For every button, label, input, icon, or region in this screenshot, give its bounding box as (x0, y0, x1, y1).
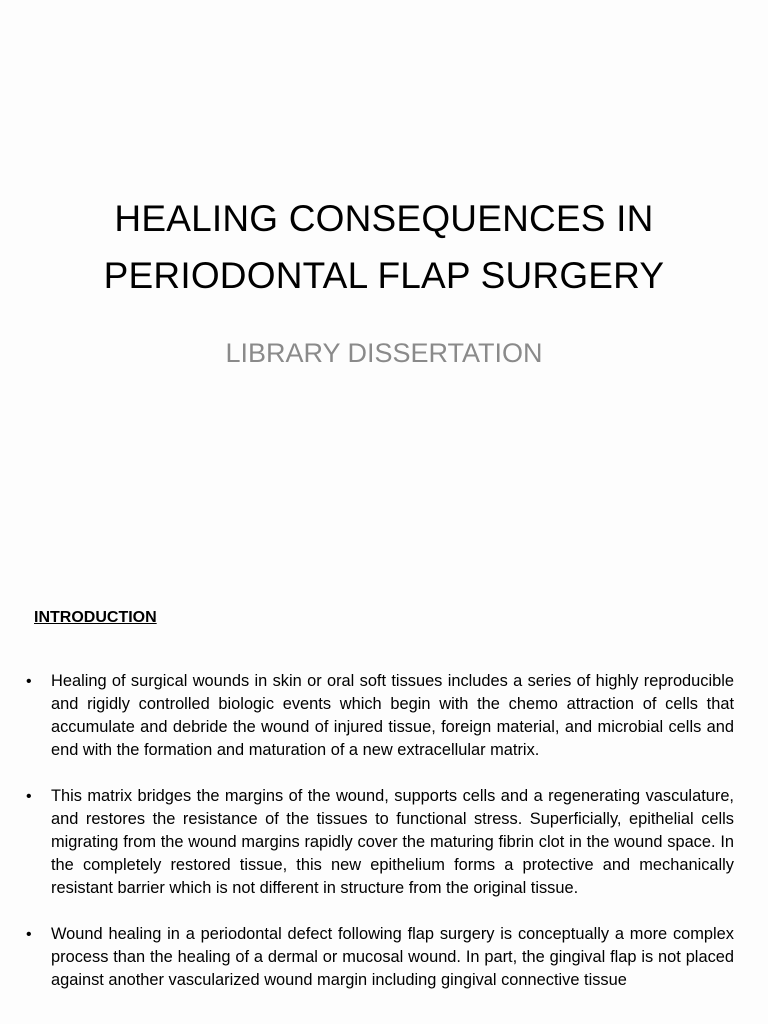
bullet-text: Healing of surgical wounds in skin or oral soft tissues includes a series of highly reproducible and rigidly controlled biologic events which begin with the chemo attraction of cells that accumulate and debride the wound of injured tissue, foreign material, and microbial cells and end with the formation and maturation of a new extracellular matrix. (51, 672, 734, 759)
page-title (0, 190, 768, 304)
section-heading-introduction: INTRODUCTION (34, 609, 157, 626)
bullet-icon: • (26, 788, 32, 805)
bullet-icon: • (26, 926, 32, 943)
list-item (26, 670, 734, 762)
list-item (26, 785, 734, 900)
bullet-text: Wound healing in a periodontal defect following flap surgery is conceptually a more complex process than the healing of a dermal or mucosal wound. In part, the gingival flap is not placed against another vascularized wound margin including gingival connective tissue (51, 925, 734, 989)
title-line-2: PERIODONTAL FLAP SURGERY (103, 255, 665, 296)
subtitle: LIBRARY DISSERTATION (225, 338, 543, 368)
list-item (26, 923, 734, 992)
title-line-1: HEALING CONSEQUENCES IN (114, 198, 654, 239)
bullet-icon: • (26, 673, 32, 690)
bullet-text: This matrix bridges the margins of the wound, supports cells and a regenerating vasculature, and restores the resistance of the tissues to functional stress. Superficially, epithelial cells migrating from the wound margins rapidly cover the maturing fibrin clot in the wound space. In the completely restored tissue, this new epithelium forms a protective and mechanically resistant barrier which is not different in structure from the original tissue. (51, 787, 734, 897)
bullet-list (26, 670, 734, 1015)
